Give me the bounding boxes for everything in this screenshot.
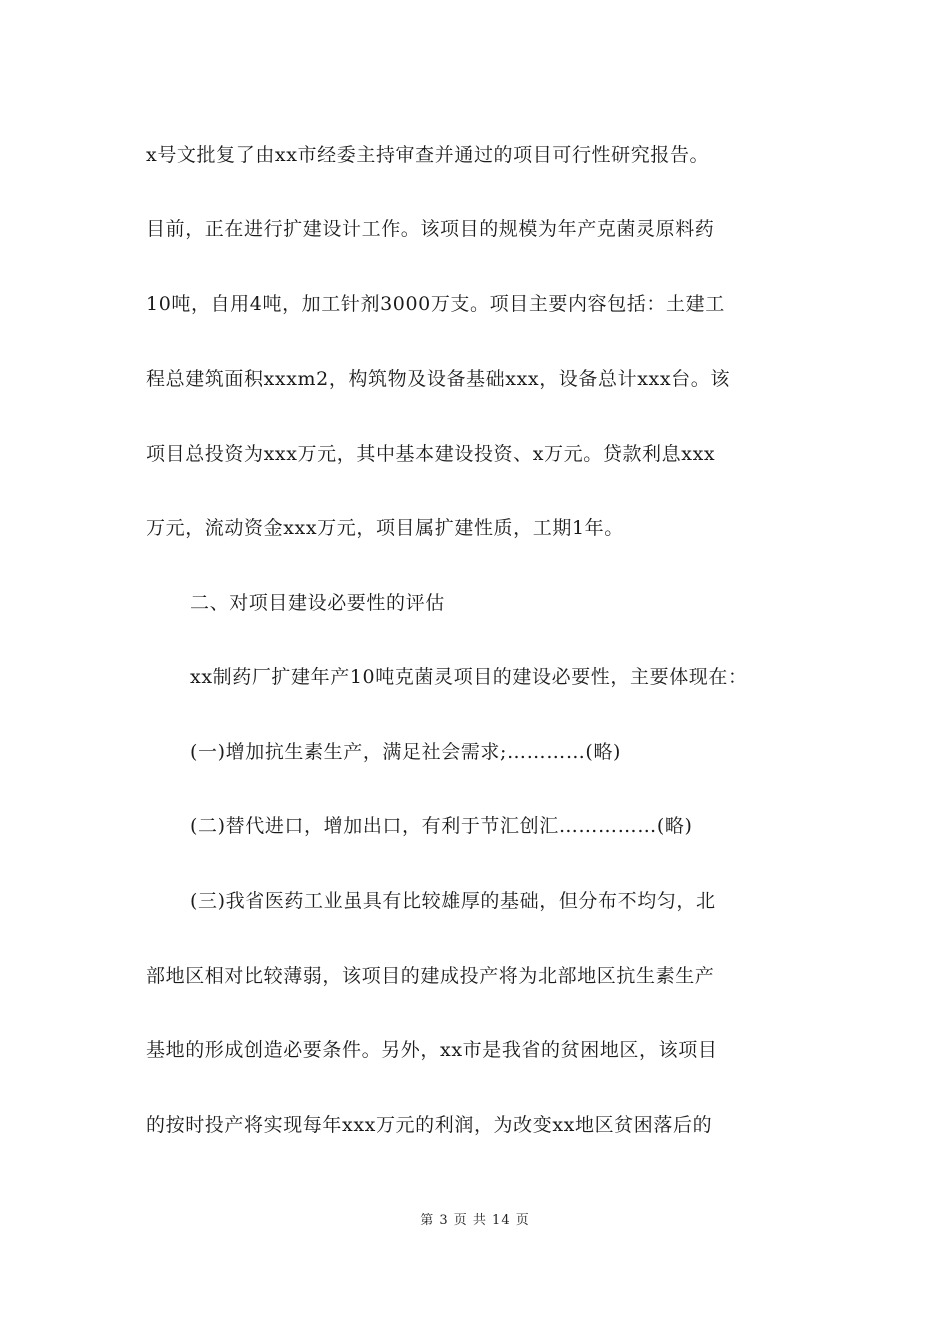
list-item-1: (一)增加抗生素生产，满足社会需求;…………(略) <box>190 741 622 763</box>
body-line-12: 部地区相对比较薄弱，该项目的建成投产将为北部地区抗生素生产 <box>146 965 715 987</box>
body-line-8: xx制药厂扩建年产10吨克菌灵项目的建设必要性，主要体现在： <box>190 666 748 688</box>
body-line-14: 的按时投产将实现每年xxx万元的利润，为改变xx地区贫困落后的 <box>146 1114 713 1136</box>
section-heading: 二、对项目建设必要性的评估 <box>190 592 445 614</box>
body-line-6: 万元，流动资金xxx万元，项目属扩建性质，工期1年。 <box>146 517 624 539</box>
body-line-2: 目前，正在进行扩建设计工作。该项目的规模为年产克菌灵原料药 <box>146 218 715 240</box>
body-line-1: x号文批复了由xx市经委主持审查并通过的项目可行性研究报告。 <box>146 144 710 166</box>
body-line-5: 项目总投资为xxx万元，其中基本建设投资、x万元。贷款利息xxx <box>146 443 716 465</box>
body-line-4: 程总建筑面积xxxm2，构筑物及设备基础xxx，设备总计xxx台。该 <box>146 368 730 390</box>
page-number-footer: 第 3 页 共 14 页 <box>420 1213 530 1228</box>
list-item-3: (三)我省医药工业虽具有比较雄厚的基础，但分布不均匀，北 <box>190 890 716 912</box>
body-line-3: 10吨，自用4吨，加工针剂3000万支。项目主要内容包括：土建工 <box>146 293 725 315</box>
body-line-13: 基地的形成创造必要条件。另外，xx市是我省的贫困地区，该项目 <box>146 1039 718 1061</box>
list-item-2: (二)替代进口，增加出口，有利于节汇创汇……………(略) <box>190 815 693 837</box>
